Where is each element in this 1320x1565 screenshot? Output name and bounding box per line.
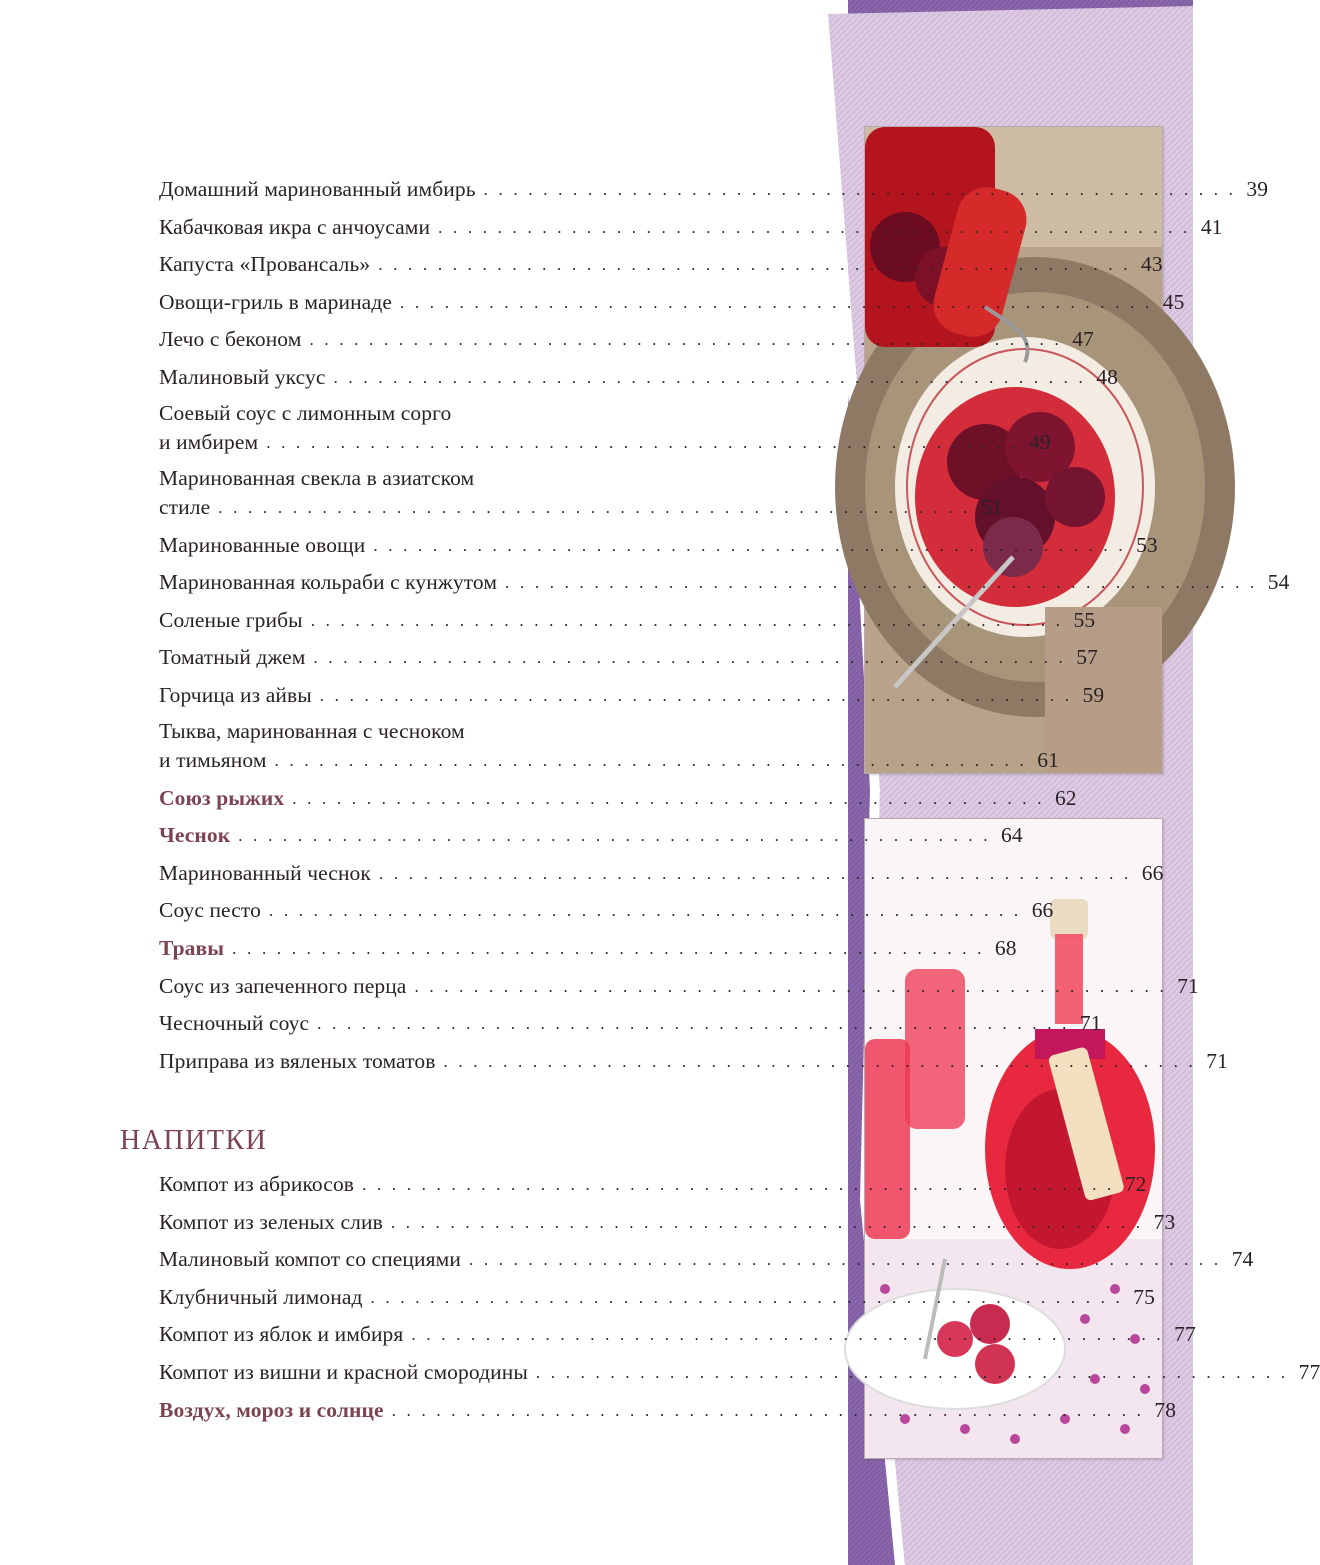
toc-entry-page: 45 [1162, 289, 1185, 314]
toc-entry[interactable] [159, 855, 1164, 893]
section-heading-drinks: НАПИТКИ [120, 1125, 268, 1156]
toc-section-entry[interactable] [159, 780, 1077, 818]
toc-entry-page: 66 [1031, 898, 1054, 923]
dot-leader: . . . . . . . . . . . . . . . . . . . . . . . . . . . . . . . . . . . . . . . . . . . . . . . . . . . [317, 1014, 1070, 1034]
dot-leader: . . . . . . . . . . . . . . . . . . . . . . . . . . . . . . . . . . . . . . . . . . . . . . . . . . . [313, 648, 1066, 668]
dot-leader: . . . . . . . . . . . . . . . . . . . . . . . . . . . . . . . . . . . . . . . . . . . . . . . . . . . [333, 367, 1086, 387]
toc-entry-page: 78 [1154, 1397, 1177, 1422]
toc-entry-page: 54 [1267, 570, 1290, 595]
toc-entry-page: 75 [1133, 1284, 1155, 1309]
toc-entry[interactable] [159, 1166, 1147, 1204]
toc-entry-title: Малиновый уксус [159, 364, 326, 389]
toc-entry[interactable] [159, 1005, 1102, 1043]
toc-entry[interactable] [159, 397, 1051, 462]
toc-entry-page: 77 [1174, 1322, 1196, 1347]
dot-leader: . . . . . . . . . . . . . . . . . . . . . . . . . . . . . . . . . . . . . . . . . . . . . . . . . . . [218, 498, 971, 518]
toc-entry-title: Клубничный лимонад [159, 1284, 363, 1309]
toc-entry-page: 43 [1140, 252, 1163, 277]
toc-entry[interactable] [159, 1316, 1196, 1354]
dot-leader: . . . . . . . . . . . . . . . . . . . . . . . . . . . . . . . . . . . . . . . . . . . . . . . . . . . [535, 1362, 1289, 1382]
toc-entry-page: 47 [1072, 327, 1094, 352]
toc-entry-title: стиле [159, 495, 211, 520]
dot-leader: . . . . . . . . . . . . . . . . . . . . . . . . . . . . . . . . . . . . . . . . . . . . . . . . . . . [370, 1287, 1123, 1307]
toc-entry-page: 66 [1141, 860, 1164, 885]
dot-leader: . . . . . . . . . . . . . . . . . . . . . . . . . . . . . . . . . . . . . . . . . . . . . . . . . . . [274, 751, 1027, 771]
dot-leader: . . . . . . . . . . . . . . . . . . . . . . . . . . . . . . . . . . . . . . . . . . . . . . . . . . . [411, 1325, 1164, 1345]
toc-entry[interactable] [159, 1354, 1320, 1392]
toc-entry-page: 64 [1001, 823, 1023, 848]
toc-entry-title-line1: Маринованная свекла в азиатском [159, 465, 475, 490]
toc-entry[interactable] [159, 171, 1269, 209]
dot-leader: . . . . . . . . . . . . . . . . . . . . . . . . . . . . . . . . . . . . . . . . . . . . . . . . . . . [309, 330, 1062, 350]
toc-entry-page: 77 [1298, 1359, 1320, 1384]
toc-entry[interactable] [159, 968, 1199, 1006]
toc-entry-page: 68 [994, 935, 1017, 960]
toc-entry-title: Компот из абрикосов [159, 1172, 355, 1196]
toc-entry-title: и имбирем [159, 430, 259, 455]
dot-leader: . . . . . . . . . . . . . . . . . . . . . . . . . . . . . . . . . . . . . . . . . . . . . . . . . . . [505, 573, 1258, 593]
dot-leader: . . . . . . . . . . . . . . . . . . . . . . . . . . . . . . . . . . . . . . . . . . . . . . . . . . . [378, 255, 1131, 275]
toc-entry[interactable] [159, 892, 1054, 930]
dot-leader: . . . . . . . . . . . . . . . . . . . . . . . . . . . . . . . . . . . . . . . . . . . . . . . . . . . [310, 610, 1064, 630]
toc-drinks [159, 1166, 1320, 1429]
toc-preserves [159, 171, 1290, 1080]
toc-entry-title: Лечо с беконом [159, 327, 302, 352]
toc-entry[interactable] [159, 321, 1094, 359]
toc-entry-page: 71 [1079, 1011, 1102, 1036]
dot-leader: . . . . . . . . . . . . . . . . . . . . . . . . . . . . . . . . . . . . . . . . . . . . . . . . . . . [483, 180, 1237, 199]
dot-leader: . . . . . . . . . . . . . . . . . . . . . . . . . . . . . . . . . . . . . . . . . . . . . . . . . . . [319, 685, 1073, 705]
toc-entry[interactable] [159, 1204, 1176, 1242]
toc-entry-title-line1: Соевый соус с лимонным сорго [159, 400, 452, 425]
toc-entry-title: Малиновый компот со специями [159, 1247, 461, 1272]
toc-entry-page: 57 [1076, 645, 1098, 670]
toc-entry[interactable] [159, 639, 1098, 677]
dot-leader: . . . . . . . . . . . . . . . . . . . . . . . . . . . . . . . . . . . . . . . . . . . . . . . . . . . [438, 217, 1191, 237]
toc-entry[interactable] [159, 1279, 1155, 1317]
toc-entry-title: Овощи-гриль в маринаде [159, 289, 392, 314]
toc-entry-page: 39 [1246, 177, 1269, 201]
toc-entry[interactable] [159, 527, 1158, 565]
dot-leader: . . . . . . . . . . . . . . . . . . . . . . . . . . . . . . . . . . . . . . . . . . . . . . . . . . . [390, 1212, 1144, 1232]
toc-entry[interactable] [159, 564, 1290, 602]
toc-entry-page: 59 [1082, 682, 1105, 707]
toc-entry-title: Маринованный чеснок [159, 860, 371, 885]
toc-entry-title: Чесночный соус [159, 1011, 310, 1036]
toc-entry-page: 41 [1200, 214, 1223, 239]
toc-entry-title: Маринованная кольраби с кунжутом [159, 570, 498, 595]
toc-entry-page: 62 [1054, 785, 1077, 810]
toc-entry-title: Компот из зеленых слив [159, 1209, 383, 1234]
toc-entry-page: 71 [1206, 1048, 1228, 1073]
dot-leader: . . . . . . . . . . . . . . . . . . . . . . . . . . . . . . . . . . . . . . . . . . . . . . . . . . . [268, 901, 1022, 921]
toc-entry-page: 61 [1037, 748, 1059, 773]
dot-leader: . . . . . . . . . . . . . . . . . . . . . . . . . . . . . . . . . . . . . . . . . . . . . . . . . . . [292, 788, 1045, 808]
toc-entry-title: Компот из яблок и имбиря [159, 1322, 404, 1347]
toc-entry-title: Соус из запеченного перца [159, 973, 407, 998]
toc-entry-title: Приправа из вяленых томатов [159, 1048, 436, 1073]
toc-entry[interactable] [159, 359, 1118, 397]
toc-entry-page: 71 [1177, 973, 1199, 998]
toc-entry-page: 49 [1029, 430, 1051, 455]
dot-leader: . . . . . . . . . . . . . . . . . . . . . . . . . . . . . . . . . . . . . . . . . . . . . . . . . . . [391, 1400, 1145, 1420]
toc-entry[interactable] [159, 1241, 1254, 1279]
toc-entry[interactable] [159, 246, 1163, 284]
toc-entry-title: Капуста «Провансаль» [159, 252, 371, 277]
toc-entry-title: Маринованные овощи [159, 532, 366, 557]
dot-leader: . . . . . . . . . . . . . . . . . . . . . . . . . . . . . . . . . . . . . . . . . . . . . . . . . . . [400, 292, 1153, 312]
dot-leader: . . . . . . . . . . . . . . . . . . . . . . . . . . . . . . . . . . . . . . . . . . . . . . . . . . . [362, 1175, 1115, 1194]
toc-entry-page: 55 [1073, 607, 1096, 632]
toc-entry[interactable] [159, 677, 1105, 715]
toc-entry-page: 72 [1124, 1172, 1147, 1196]
toc-entry-page: 74 [1231, 1247, 1254, 1272]
toc-section-entry[interactable] [159, 930, 1017, 968]
toc-section-title: Травы [159, 935, 225, 960]
toc-entry-page: 73 [1153, 1209, 1176, 1234]
toc-section-entry[interactable] [159, 817, 1023, 855]
toc-entry-title: Соленые грибы [159, 607, 303, 632]
toc-entry[interactable] [159, 284, 1185, 322]
toc-entry-page: 51 [980, 495, 1003, 520]
toc-entry-page: 53 [1136, 532, 1158, 557]
toc-entry-title-line1: Тыква, маринованная с чесноком [159, 718, 465, 743]
toc-entry-title: Горчица из айвы [159, 682, 312, 707]
toc-entry[interactable] [159, 462, 1003, 527]
toc-section-entry[interactable] [159, 1392, 1177, 1430]
dot-leader: . . . . . . . . . . . . . . . . . . . . . . . . . . . . . . . . . . . . . . . . . . . . . . . . . . . [378, 863, 1132, 883]
toc-entry-title: и тимьяном [159, 748, 267, 773]
dot-leader: . . . . . . . . . . . . . . . . . . . . . . . . . . . . . . . . . . . . . . . . . . . . . . . . . . . [468, 1250, 1222, 1270]
toc-section-title: Чеснок [159, 823, 231, 848]
dot-leader: . . . . . . . . . . . . . . . . . . . . . . . . . . . . . . . . . . . . . . . . . . . . . . . . . . . [238, 826, 991, 846]
dot-leader: . . . . . . . . . . . . . . . . . . . . . . . . . . . . . . . . . . . . . . . . . . . . . . . . . . . [373, 535, 1126, 555]
toc-entry[interactable] [159, 715, 1059, 780]
dot-leader: . . . . . . . . . . . . . . . . . . . . . . . . . . . . . . . . . . . . . . . . . . . . . . . . . . . [443, 1051, 1196, 1071]
toc-entry-page: 48 [1096, 364, 1118, 389]
toc-entry-title: Томатный джем [159, 645, 306, 670]
toc-entry[interactable] [159, 602, 1096, 640]
toc-entry-title: Компот из вишни и красной смородины [159, 1359, 528, 1384]
toc-entry[interactable] [159, 209, 1223, 247]
toc-entry-title: Кабачковая икра с анчоусами [159, 214, 431, 239]
toc-section-title: Воздух, мороз и солнце [159, 1397, 384, 1422]
toc-entry-title: Домашний маринованный имбирь [159, 177, 476, 201]
dot-leader: . . . . . . . . . . . . . . . . . . . . . . . . . . . . . . . . . . . . . . . . . . . . . . . . . . . [414, 976, 1167, 996]
dot-leader: . . . . . . . . . . . . . . . . . . . . . . . . . . . . . . . . . . . . . . . . . . . . . . . . . . . [232, 938, 985, 958]
toc-entry-title: Соус песто [159, 898, 261, 923]
toc-section-title: Союз рыжих [159, 785, 285, 810]
toc-entry[interactable] [159, 1043, 1228, 1081]
dot-leader: . . . . . . . . . . . . . . . . . . . . . . . . . . . . . . . . . . . . . . . . . . . . . . . . . . . [266, 433, 1019, 453]
